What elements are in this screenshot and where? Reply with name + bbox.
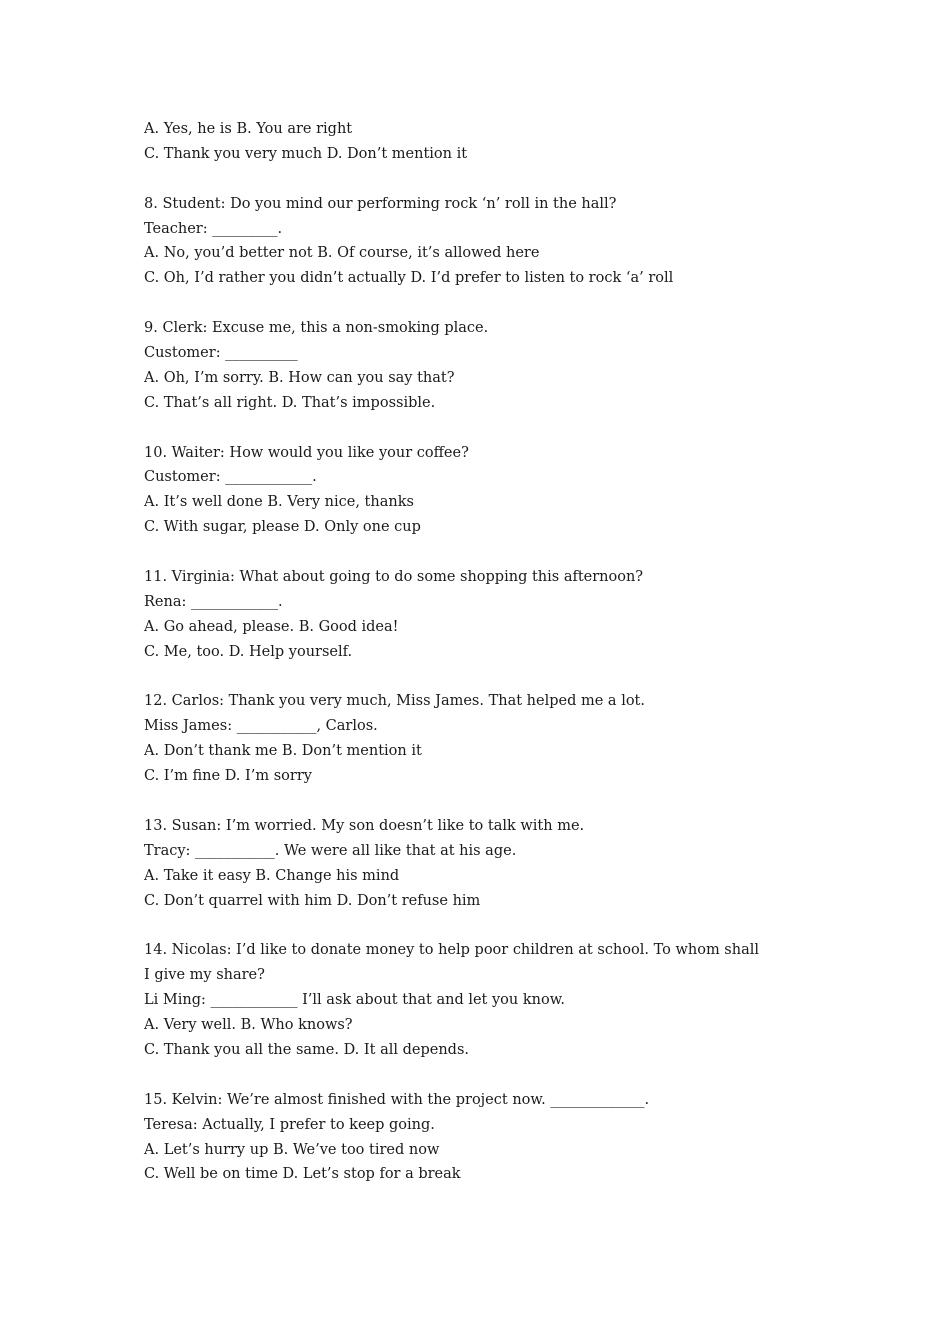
response-line: Teresa: Actually, I prefer to keep going. xyxy=(144,1116,435,1133)
response-line: Miss James: ___________, Carlos. xyxy=(144,718,378,735)
option-line: C. Don’t quarrel with him D. Don’t refuse him xyxy=(144,892,481,909)
document-content xyxy=(144,117,824,1212)
option-line: C. Oh, I’d rather you didn’t actually D. I’d prefer to listen to rock ‘a’ roll xyxy=(144,270,674,287)
question-13 xyxy=(144,814,824,914)
question-stem-continued: I give my share? xyxy=(144,967,265,984)
option-line: A. Very well. B. Who knows? xyxy=(144,1017,353,1034)
question-stem: 8. Student: Do you mind our performing rock ‘n’ roll in the hall? xyxy=(144,195,617,212)
option-line: C. Thank you very much D. Don’t mention it xyxy=(144,145,468,162)
question-12 xyxy=(144,689,824,789)
question-stem: 13. Susan: I’m worried. My son doesn’t like to talk with me. xyxy=(144,817,585,834)
response-line: Customer: __________ xyxy=(144,345,298,362)
option-line: A. Go ahead, please. B. Good idea! xyxy=(144,618,399,635)
response-line: Teacher: _________. xyxy=(144,220,283,237)
question-stem: 10. Waiter: How would you like your coffee? xyxy=(144,444,469,461)
question-stem: 15. Kelvin: We’re almost finished with the project now. _____________. xyxy=(144,1091,650,1108)
option-line: C. I’m fine D. I’m sorry xyxy=(144,768,312,785)
question-11 xyxy=(144,565,824,665)
option-line: A. Oh, I’m sorry. B. How can you say that? xyxy=(144,369,455,386)
response-line: Tracy: ___________. We were all like that at his age. xyxy=(144,842,517,859)
intro-options xyxy=(144,117,824,167)
question-8 xyxy=(144,192,824,292)
option-line: A. It’s well done B. Very nice, thanks xyxy=(144,494,414,511)
option-line: C. With sugar, please D. Only one cup xyxy=(144,519,421,536)
option-line: C. Well be on time D. Let’s stop for a break xyxy=(144,1166,461,1183)
response-line: Li Ming: ____________ I’ll ask about that and let you know. xyxy=(144,992,566,1009)
option-line: A. No, you’d better not B. Of course, it’s allowed here xyxy=(144,245,540,262)
option-line: C. Thank you all the same. D. It all depends. xyxy=(144,1041,469,1058)
question-stem: 14. Nicolas: I’d like to donate money to help poor children at school. To whom shall xyxy=(144,942,760,959)
question-stem: 11. Virginia: What about going to do some shopping this afternoon? xyxy=(144,569,644,586)
option-line: A. Let’s hurry up B. We’ve too tired now xyxy=(144,1141,440,1158)
option-line: A. Yes, he is B. You are right xyxy=(144,121,353,137)
response-line: Customer: ____________. xyxy=(144,469,317,486)
option-line: C. Me, too. D. Help yourself. xyxy=(144,643,353,660)
option-line: A. Don’t thank me B. Don’t mention it xyxy=(144,743,422,760)
response-line: Rena: ____________. xyxy=(144,593,283,610)
option-line: A. Take it easy B. Change his mind xyxy=(144,867,400,884)
question-14 xyxy=(144,938,824,1062)
question-10 xyxy=(144,441,824,541)
question-stem: 12. Carlos: Thank you very much, Miss James. That helped me a lot. xyxy=(144,693,645,710)
question-9 xyxy=(144,316,824,416)
question-15 xyxy=(144,1088,824,1188)
option-line: C. That’s all right. D. That’s impossible. xyxy=(144,394,436,411)
question-stem: 9. Clerk: Excuse me, this a non-smoking place. xyxy=(144,320,489,337)
